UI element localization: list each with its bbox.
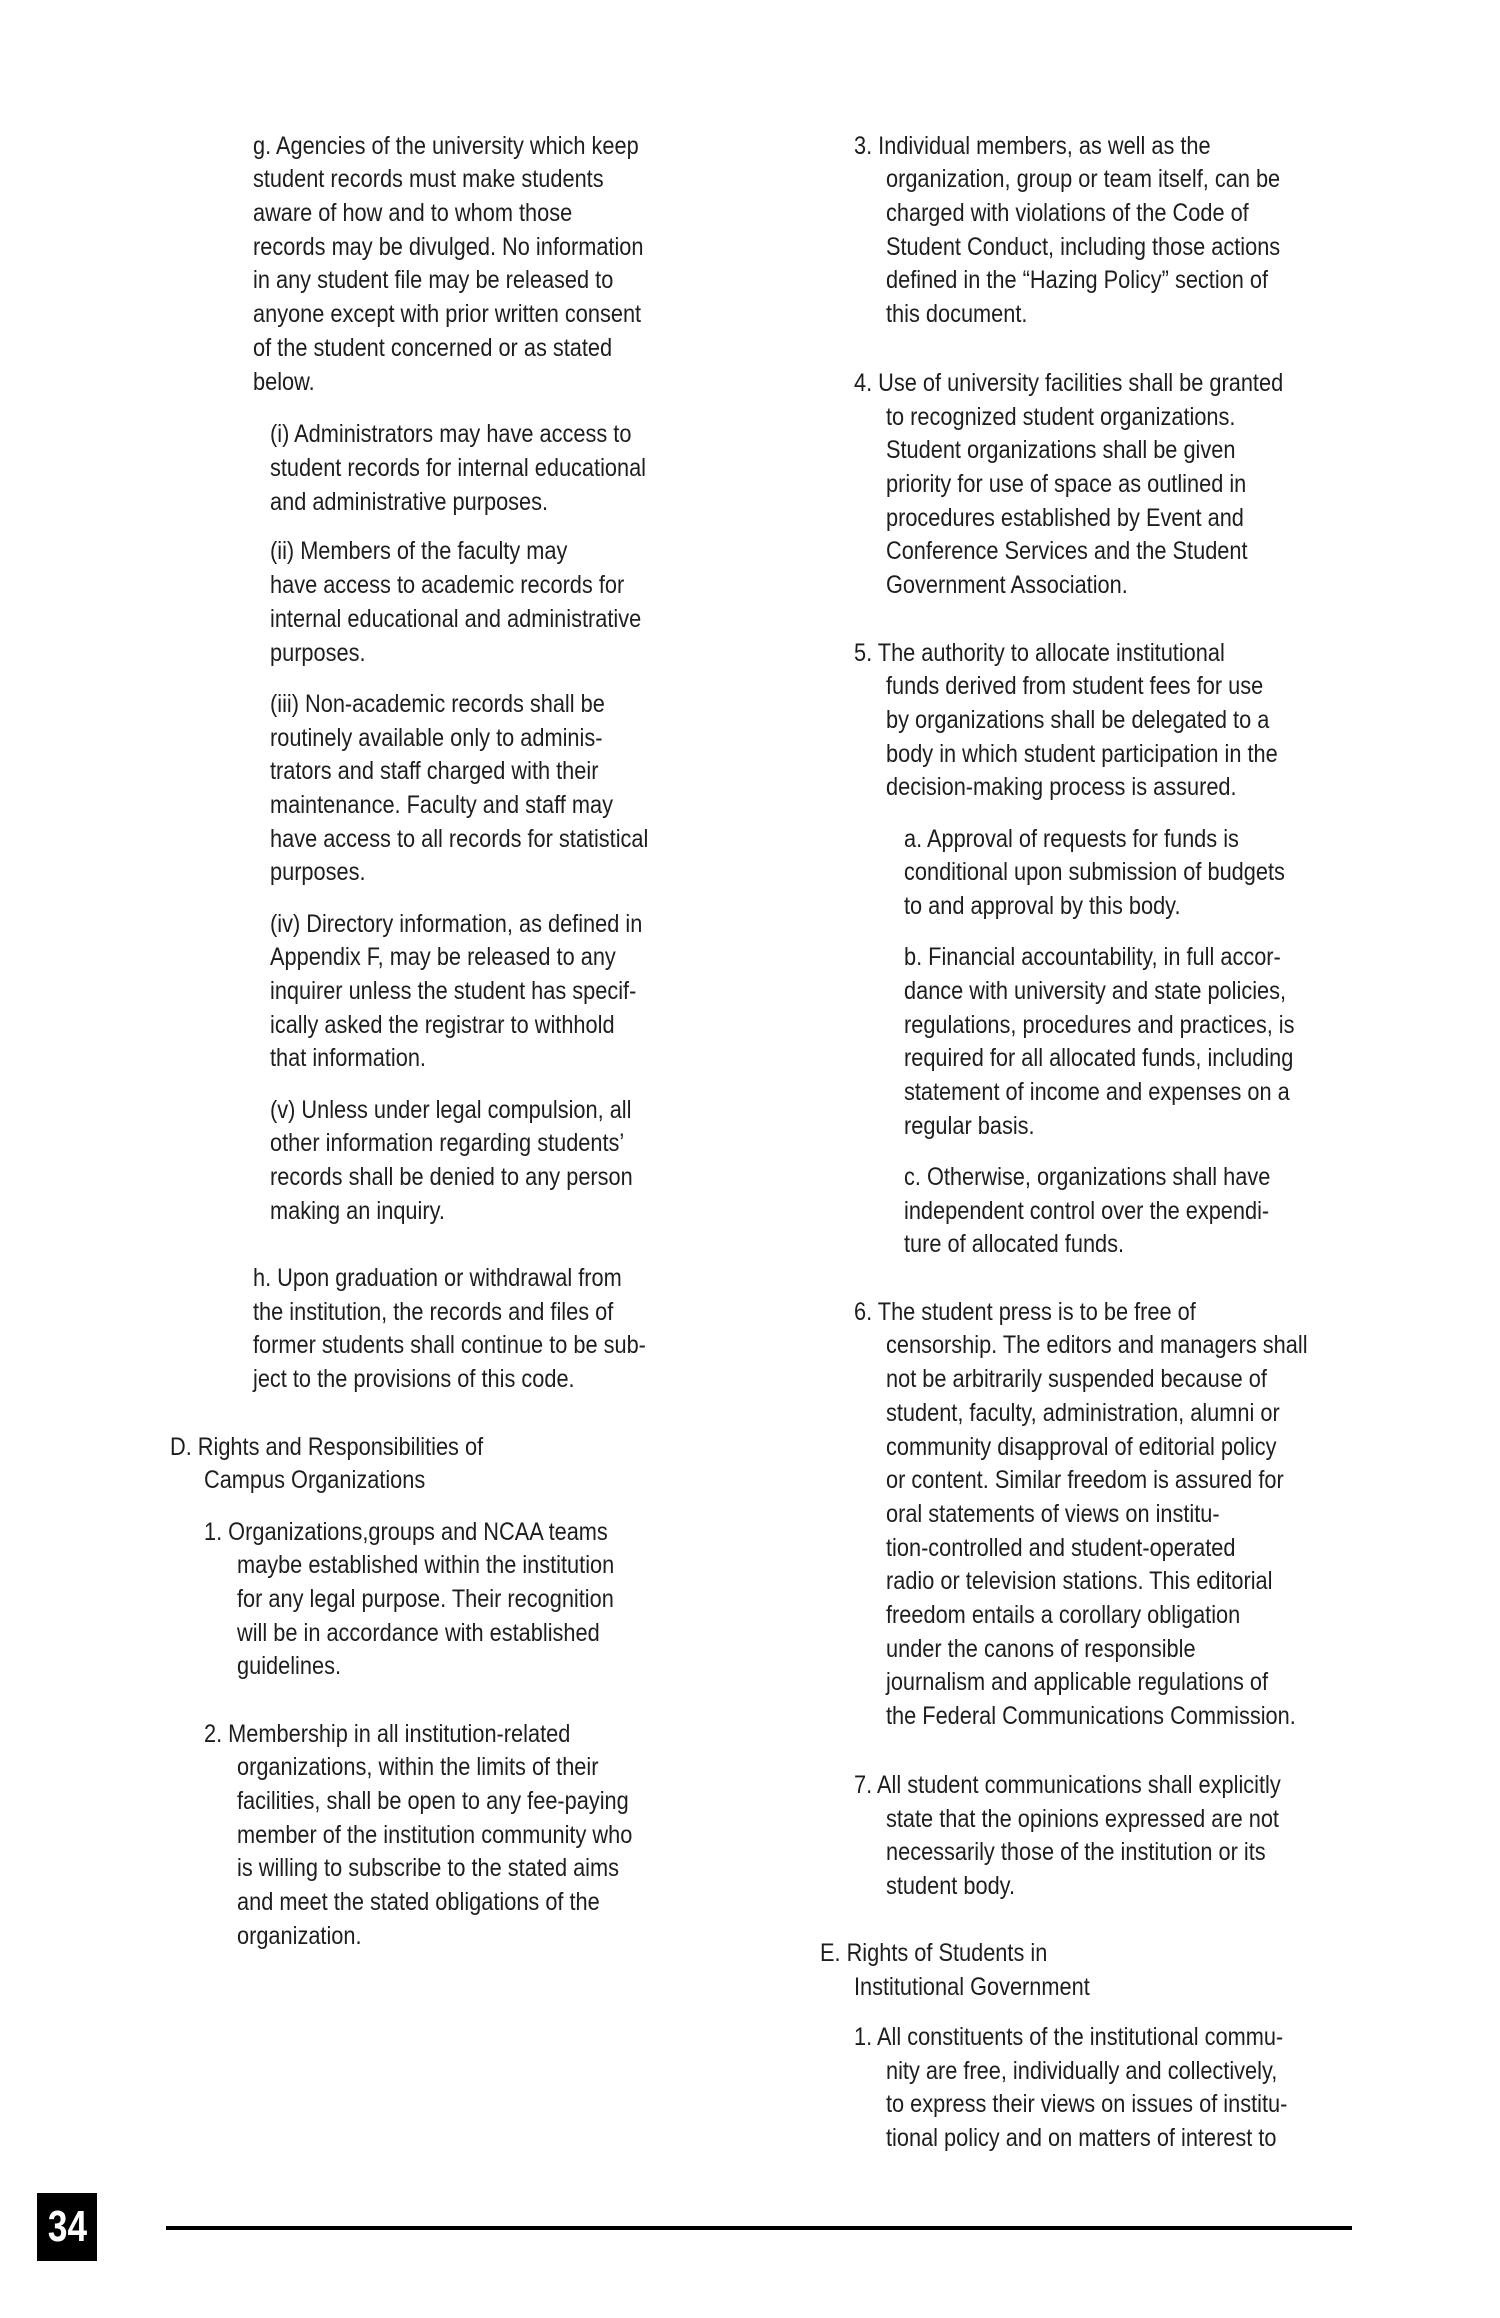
text-line: Student organizations shall be given — [886, 436, 1236, 465]
text-line: Appendix F, may be released to any — [270, 943, 616, 972]
text-line: c. Otherwise, organizations shall have — [904, 1163, 1271, 1191]
text-line: records shall be denied to any person — [270, 1163, 633, 1191]
text-line: dance with university and state policies, — [904, 976, 1287, 1005]
text-line: maybe established within the institution — [237, 1551, 615, 1580]
text-line: trators and staff charged with their — [270, 757, 599, 786]
text-line: have access to all records for statistical — [270, 824, 649, 853]
text-line: funds derived from student fees for use — [886, 672, 1264, 701]
text-line: priority for use of space as outlined in — [886, 470, 1247, 499]
footer-rule — [166, 2226, 1352, 2230]
text-line: former students shall continue to be sub- — [253, 1331, 646, 1360]
text-line: 1. Organizations,groups and NCAA teams — [204, 1517, 608, 1546]
text-line: Institutional Government — [854, 1973, 1090, 2002]
text-line: purposes. — [270, 638, 366, 667]
text-line: (i) Administrators may have access to — [270, 420, 632, 449]
text-line: organizations, within the limits of their — [237, 1753, 599, 1782]
text-line: 6. The student press is to be free of — [854, 1297, 1196, 1326]
text-line: member of the institution community who — [237, 1820, 633, 1849]
text-line: the institution, the records and files of — [253, 1297, 614, 1326]
page-number: 34 — [47, 2202, 87, 2251]
text-line: g. Agencies of the university which keep — [253, 131, 639, 160]
text-line: organization, group or team itself, can be — [886, 165, 1281, 194]
text-line: student records for internal educational — [270, 453, 647, 482]
text-line: independent control over the expendi- — [904, 1196, 1270, 1225]
text-line: regulations, procedures and practices, is — [904, 1010, 1295, 1039]
text-line: ject to the provisions of this code. — [253, 1365, 575, 1394]
text-line: inquirer unless the student has specif- — [270, 976, 637, 1005]
text-line: D. Rights and Responsibilities of — [170, 1432, 484, 1461]
text-line: E. Rights of Students in — [820, 1939, 1048, 1968]
text-line: that information. — [270, 1044, 426, 1073]
text-line: freedom entails a corollary obligation — [886, 1601, 1241, 1630]
text-line: Conference Services and the Student — [886, 537, 1248, 566]
text-line: of the student concerned or as stated — [253, 333, 613, 362]
text-line: tion-controlled and student-operated — [886, 1533, 1236, 1562]
text-line: a. Approval of requests for funds is — [904, 824, 1239, 853]
text-line: censorship. The editors and managers shall — [886, 1331, 1308, 1360]
text-line: by organizations shall be delegated to a — [886, 705, 1270, 734]
text-line: 7. All student communications shall explicitly — [854, 1770, 1281, 1799]
text-line: h. Upon graduation or withdrawal from — [253, 1264, 622, 1293]
text-line: purposes. — [270, 858, 366, 887]
text-line: regular basis. — [904, 1111, 1035, 1140]
text-line: state that the opinions expressed are not — [886, 1804, 1279, 1833]
text-line: nity are free, individually and collectively, — [886, 2056, 1278, 2085]
text-line: student body. — [886, 1872, 1015, 1901]
text-line: (iii) Non-academic records shall be — [270, 689, 605, 718]
text-line: is willing to subscribe to the stated aims — [237, 1854, 620, 1883]
text-line: in any student file may be released to — [253, 266, 614, 295]
text-line: student, faculty, administration, alumni or — [886, 1398, 1280, 1427]
text-line: maintenance. Faculty and staff may — [270, 790, 613, 819]
text-line: (v) Unless under legal compulsion, all — [270, 1095, 632, 1124]
text-line: other information regarding students’ — [270, 1129, 625, 1158]
text-line: radio or television stations. This editorial — [886, 1567, 1273, 1596]
text-line: aware of how and to whom those — [253, 199, 573, 228]
text-line: defined in the “Hazing Policy” section of — [886, 266, 1269, 295]
text-line: Campus Organizations — [204, 1466, 426, 1495]
text-line: under the canons of responsible — [886, 1634, 1196, 1663]
text-line: conditional upon submission of budgets — [904, 858, 1285, 887]
text-line: required for all allocated funds, including — [904, 1044, 1294, 1073]
text-line: oral statements of views on institu- — [886, 1499, 1220, 1528]
text-line: anyone except with prior written consent — [253, 300, 642, 329]
text-line: ically asked the registrar to withhold — [270, 1010, 615, 1039]
text-line: the Federal Communications Commission. — [886, 1702, 1296, 1731]
text-line: to and approval by this body. — [904, 891, 1181, 920]
text-line: procedures established by Event and — [886, 503, 1244, 532]
text-line: 3. Individual members, as well as the — [854, 131, 1211, 160]
text-line: tional policy and on matters of interest to — [886, 2124, 1277, 2153]
text-line: and administrative purposes. — [270, 487, 549, 516]
text-line: community disapproval of editorial policy — [886, 1432, 1277, 1461]
text-line: making an inquiry. — [270, 1196, 445, 1225]
text-line: Student Conduct, including those actions — [886, 232, 1281, 261]
text-line: ture of allocated funds. — [904, 1230, 1125, 1259]
text-line: or content. Similar freedom is assured for — [886, 1466, 1284, 1495]
text-line: facilities, shall be open to any fee-paying — [237, 1787, 629, 1816]
text-line: not be arbitrarily suspended because of — [886, 1365, 1267, 1394]
text-line: guidelines. — [237, 1652, 341, 1681]
text-line: to recognized student organizations. — [886, 402, 1236, 431]
text-line: body in which student participation in the — [886, 739, 1278, 768]
page-number-badge — [37, 2193, 97, 2261]
text-line: charged with violations of the Code of — [886, 199, 1249, 228]
text-line: 1. All constituents of the institutional commu- — [854, 2022, 1284, 2051]
text-line: internal educational and administrative — [270, 604, 642, 633]
text-line: and meet the stated obligations of the — [237, 1888, 600, 1917]
text-line: decision-making process is assured. — [886, 773, 1237, 802]
text-line: necessarily those of the institution or its — [886, 1838, 1266, 1867]
text-line: will be in accordance with established — [237, 1618, 600, 1647]
text-line: below. — [253, 367, 315, 396]
text-line: student records must make students — [253, 165, 604, 194]
text-line: this document. — [886, 300, 1028, 329]
text-line: (iv) Directory information, as defined in — [270, 909, 643, 938]
text-line: b. Financial accountability, in full accor- — [904, 943, 1281, 972]
text-line: organization. — [237, 1921, 362, 1950]
text-line: 5. The authority to allocate institutional — [854, 638, 1225, 667]
text-line: records may be divulged. No information — [253, 232, 644, 261]
text-line: 2. Membership in all institution-related — [204, 1719, 571, 1748]
text-line: have access to academic records for — [270, 571, 625, 600]
text-line: statement of income and expenses on a — [904, 1078, 1290, 1107]
text-line: journalism and applicable regulations of — [886, 1668, 1269, 1697]
text-line: (ii) Members of the faculty may — [270, 537, 568, 566]
text-line: to express their views on issues of institu- — [886, 2090, 1288, 2119]
text-line: Government Association. — [886, 571, 1128, 600]
text-line: 4. Use of university facilities shall be granted — [854, 368, 1284, 397]
text-line: routinely available only to adminis- — [270, 723, 603, 752]
text-line: for any legal purpose. Their recognition — [237, 1584, 614, 1613]
